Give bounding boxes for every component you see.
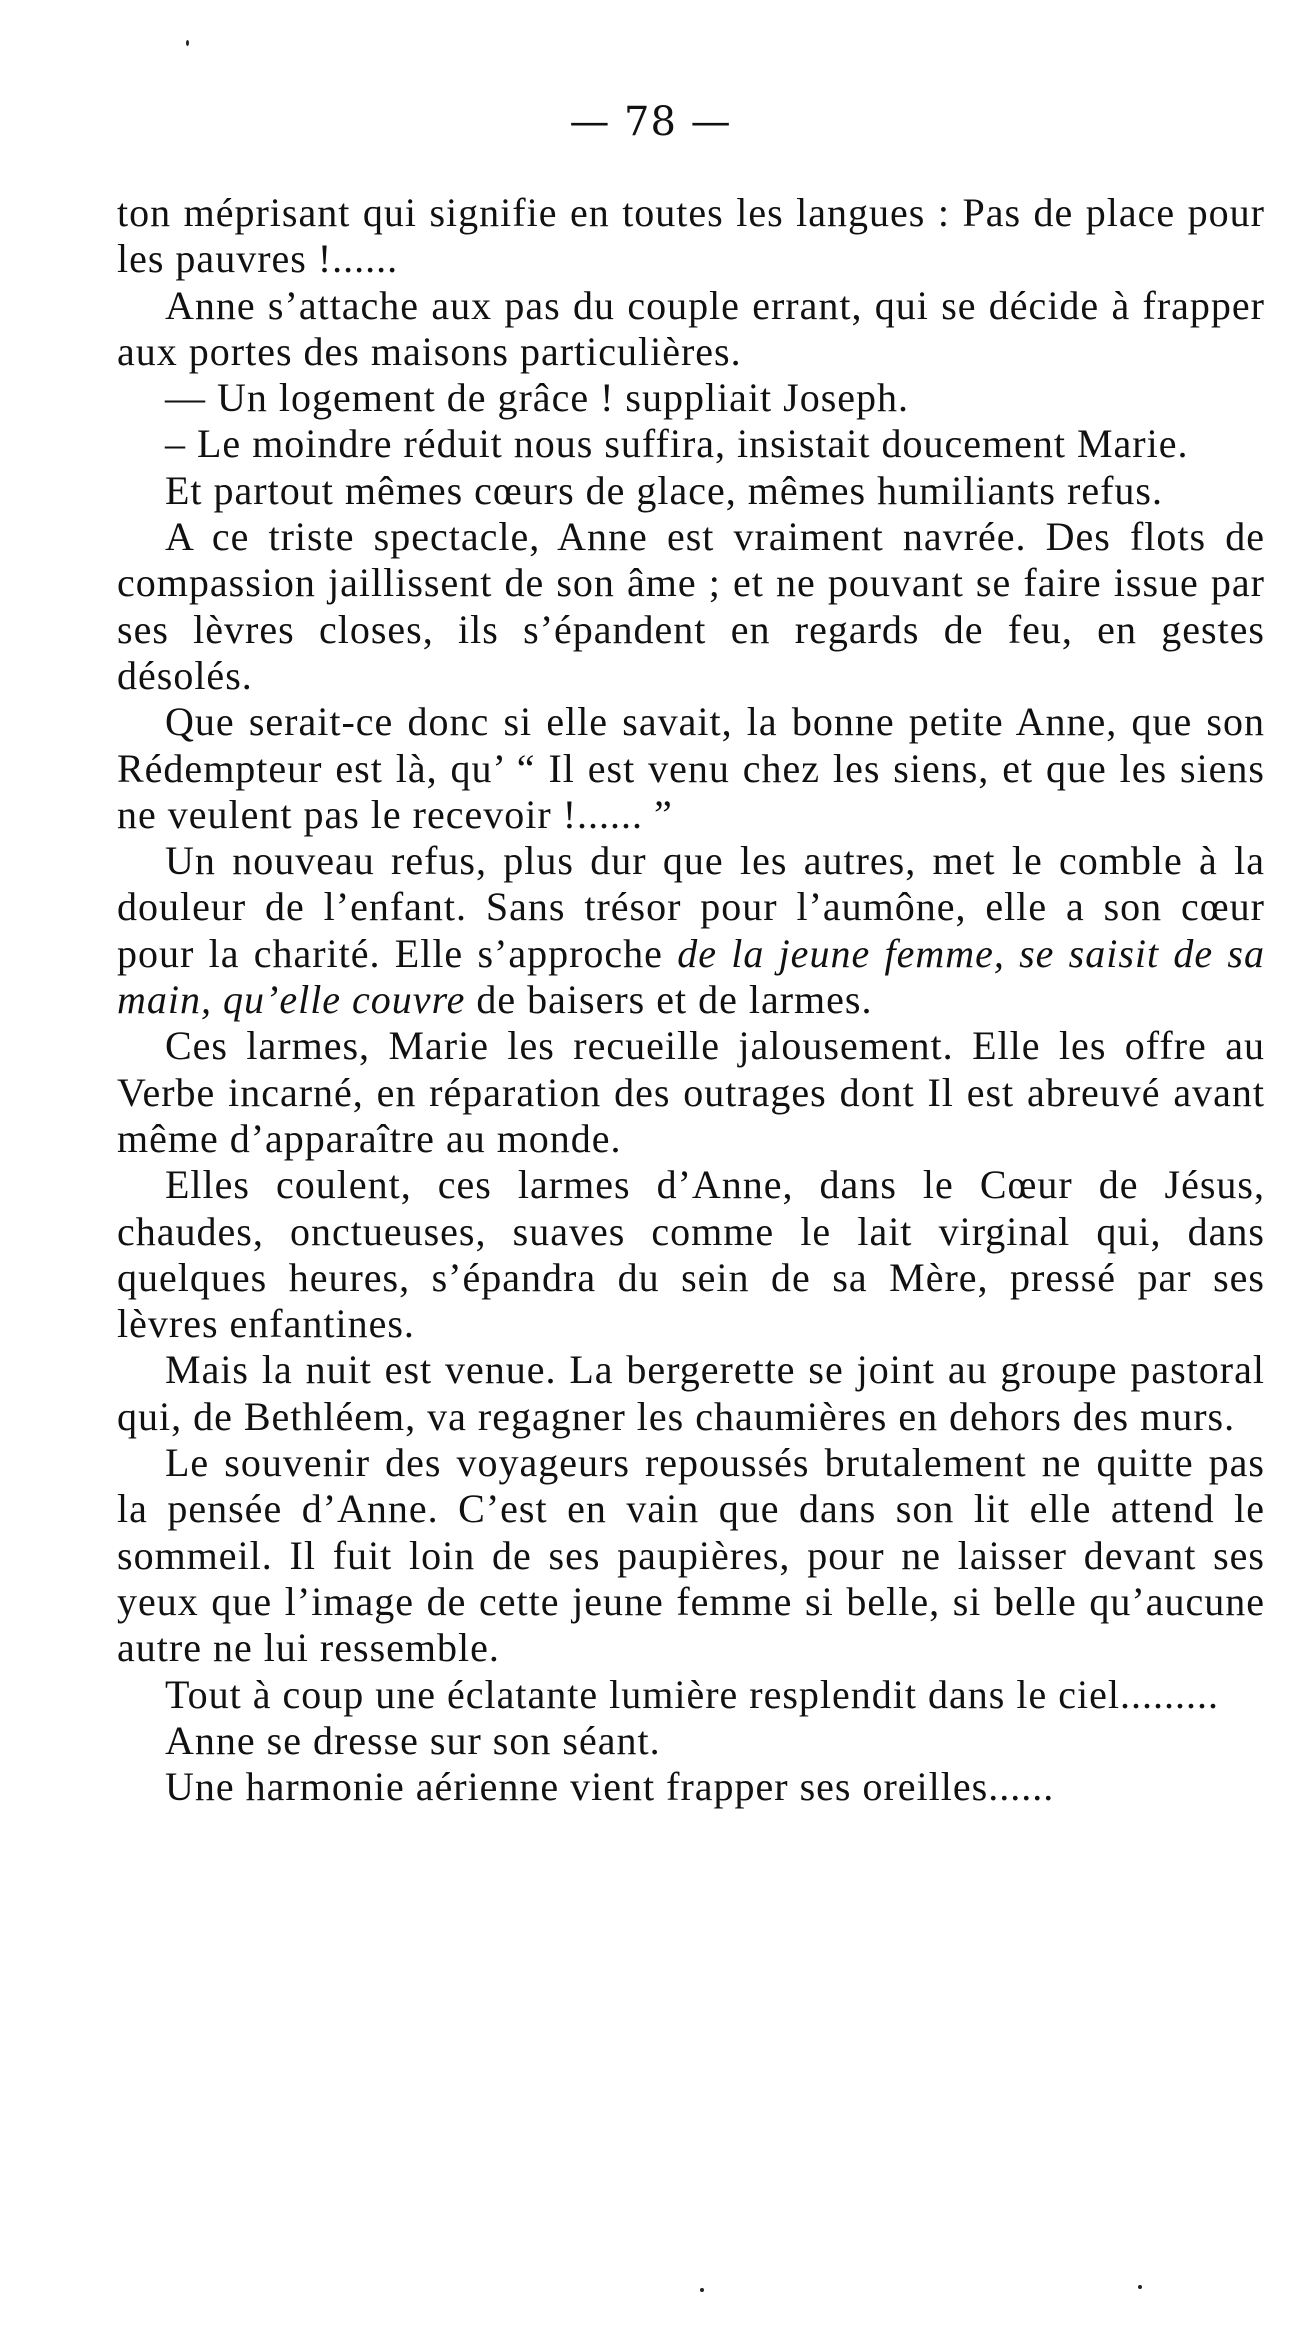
paragraph: Elles coulent, ces larmes d’Anne, dans le Cœur de Jésus, chaudes, onctueuses, suaves comme le lait virginal qui, dans quelques heures, s’épandra du sein de sa Mère, pressé par ses lèvres enfantines. (117, 1162, 1265, 1347)
ink-speck (1138, 2285, 1142, 2289)
paragraph: Une harmonie aérienne vient frapper ses oreilles...... (165, 1764, 1055, 1810)
paragraph: Ces larmes, Marie les recueille jalousement. Elle les offre au Verbe incarné, en réparation des outrages dont Il est abreuvé avant même d’apparaître au monde. (117, 1023, 1265, 1161)
paragraph: Anne s’attache aux pas du couple errant, qui se décide à frapper aux portes des maisons particulières. (117, 282, 1265, 374)
paragraph: Et partout mêmes cœurs de glace, mêmes humiliants refus. (165, 467, 1163, 513)
paragraph: – Le moindre réduit nous suffira, insistait doucement Marie. (165, 421, 1189, 467)
paragraph: Anne se dresse sur son séant. (165, 1717, 661, 1763)
paragraph: Que serait-ce donc si elle savait, la bonne petite Anne, que son Rédempteur est là, qu’ “ Il est venu chez les siens, et que les siens ne veulent pas le recevoir !...... ” (117, 699, 1265, 837)
paragraph: — Un logement de grâce ! suppliait Joseph. (165, 375, 910, 421)
ink-speck (186, 40, 189, 46)
paragraph (117, 838, 1265, 1023)
paragraph-italic-text: de la jeune femme, se saisit de sa main, qu’elle couvre (117, 930, 1265, 1023)
body-text (117, 190, 1265, 1810)
ink-speck (700, 2288, 704, 2292)
paragraph: A ce triste spectacle, Anne est vraiment navrée. Des flots de compassion jaillissent de son âme ; et ne pouvant se faire issue par ses lèvres closes, ils s’épandent en regards de feu, en gestes désolés. (117, 514, 1265, 698)
paragraph: Tout à coup une éclatante lumière resplendit dans le ciel......... (165, 1671, 1219, 1717)
paragraph-text: de baisers et de larmes. (465, 977, 873, 1023)
paragraph: Mais la nuit est venue. La bergerette se joint au groupe pastoral qui, de Bethléem, va regagner les chaumières en dehors des murs. (117, 1347, 1265, 1439)
page-number: — 78 — (569, 99, 732, 145)
paragraph: Le souvenir des voyageurs repoussés brutalement ne quitte pas la pensée d’Anne. C’est en vain que dans son lit elle attend le sommeil. Il fuit loin de ses paupières, pour ne laisser devant ses yeux que l’image de cette jeune femme si belle, si belle qu’aucune autre ne lui ressemble. (117, 1440, 1265, 1671)
paragraph-text: Un nouveau refus, plus dur que les autres, met le comble à la douleur de l’enfant. Sans trésor pour l’aumône, elle a son cœur pour la charité. Elle s’approche (117, 838, 1265, 976)
paragraph: ton méprisant qui signifie en toutes les langues : Pas de place pour les pauvres !...... (117, 190, 1265, 282)
